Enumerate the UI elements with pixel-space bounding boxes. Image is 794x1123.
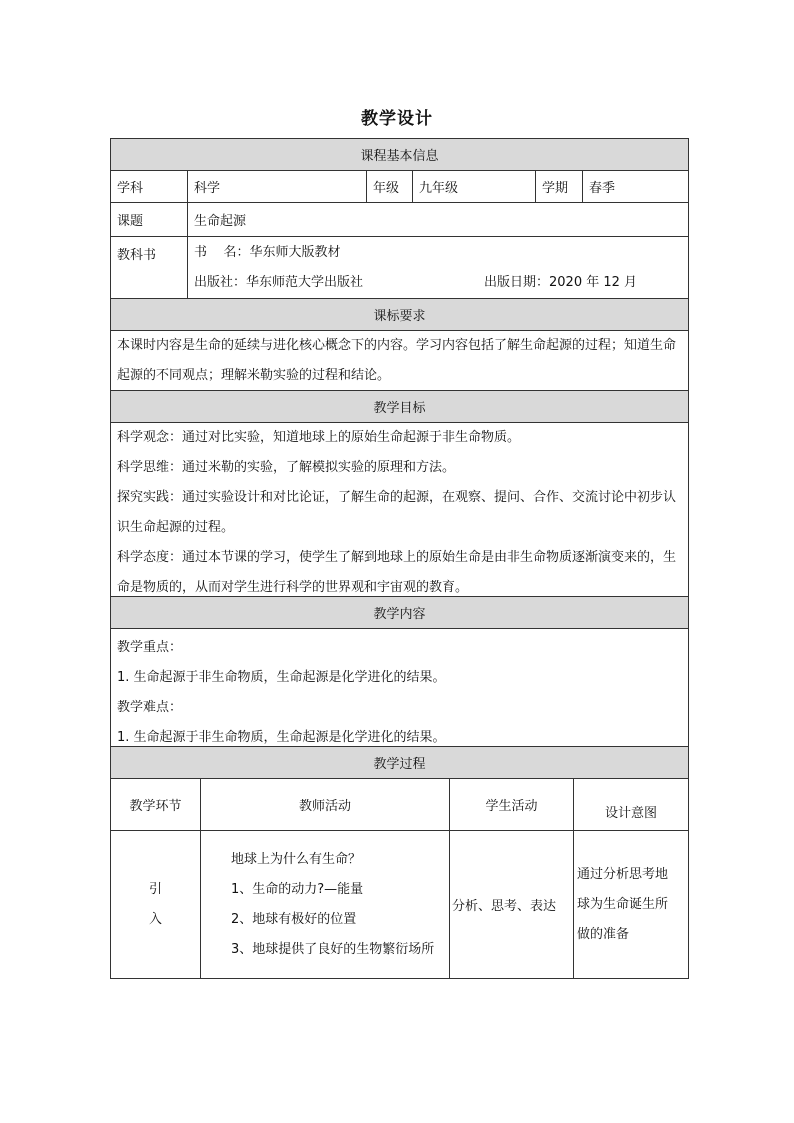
publish-date-line: 出版日期：2020 年 12 月	[484, 274, 638, 290]
objectives-header: 教学目标	[111, 391, 689, 422]
stage-intro-char-1: 引	[148, 881, 162, 897]
book-name-line: 书 名：华东师大版教材	[194, 244, 341, 260]
objectives-header-row	[111, 391, 689, 423]
topic-label: 课题	[111, 203, 188, 236]
term-value: 春季	[583, 171, 689, 202]
teacher-activity-line: 2、地球有极好的位置	[231, 911, 357, 927]
objective-practice: 探究实践：通过实验设计和对比论证，了解生命的起源，在观察、提问、合作、交流讨论中初步认识生命起源的过程。	[117, 490, 677, 535]
topic-row	[111, 203, 689, 237]
standards-body-row	[111, 331, 689, 391]
grade-value: 九年级	[413, 171, 536, 202]
content-header-row	[111, 597, 689, 629]
teacher-activity-line: 1、生命的动力?—能量	[231, 881, 364, 897]
subject-value: 科学	[188, 171, 367, 202]
subject-grade-term-row	[111, 171, 689, 203]
process-header-row	[111, 747, 689, 779]
basic-info-header-row	[111, 139, 689, 171]
teacher-activity-line: 3、地球提供了良好的生物繁衍场所	[231, 941, 435, 957]
grade-label: 年级	[367, 171, 413, 202]
process-header: 教学过程	[111, 747, 689, 778]
key-point-label: 教学重点：	[117, 640, 183, 655]
objectives-list	[111, 423, 689, 596]
objectives-body-row	[111, 423, 689, 597]
objective-thinking: 科学思维：通过米勒的实验，了解模拟实验的原理和方法。	[117, 460, 456, 475]
standards-header: 课标要求	[111, 299, 689, 330]
design-intent-line: 通过分析思考地	[577, 866, 669, 882]
textbook-row	[111, 237, 689, 299]
publisher-line: 出版社：华东师范大学出版社	[194, 274, 364, 290]
design-intent	[574, 831, 689, 978]
textbook-label: 教科书	[111, 237, 188, 298]
publisher-date-line	[194, 268, 682, 298]
subject-label: 学科	[111, 171, 188, 202]
stage-intro	[111, 831, 201, 978]
standards-text: 本课时内容是生命的延续与进化核心概念下的内容。学习内容包括了解生命起源的过程；知道生命起源的不同观点；理解米勒实验的过程和结论。	[111, 331, 689, 390]
standards-header-row	[111, 299, 689, 331]
topic-value: 生命起源	[188, 203, 689, 236]
col-student-header: 学生活动	[450, 779, 574, 830]
student-activity: 分析、思考、表达	[450, 831, 574, 978]
key-point-item: 1. 生命起源于非生命物质，生命起源是化学进化的结果。	[117, 670, 446, 685]
content-body-row	[111, 629, 689, 747]
process-intro-row	[111, 831, 689, 979]
basic-info-header: 课程基本信息	[111, 139, 689, 170]
col-intent-header: 设计意图	[574, 779, 689, 830]
objective-attitude: 科学态度：通过本节课的学习，使学生了解到地球上的原始生命是由非生命物质逐渐演变来的，生命是物质的，从而对学生进行科学的世界观和宇宙观的教育。	[117, 550, 677, 595]
document-title: 教学设计	[361, 109, 433, 129]
design-intent-line: 做的准备	[577, 926, 630, 942]
col-teacher-header: 教师活动	[201, 779, 450, 830]
textbook-details	[188, 237, 689, 298]
objective-concept: 科学观念：通过对比实验，知道地球上的原始生命起源于非生命物质。	[117, 430, 521, 445]
lesson-plan-table	[110, 138, 689, 979]
process-columns-row	[111, 779, 689, 831]
stage-intro-char-2: 入	[148, 911, 162, 927]
term-label: 学期	[536, 171, 583, 202]
teacher-activity-line: 地球上为什么有生命？	[231, 851, 362, 867]
design-intent-line: 球为生命诞生所	[577, 896, 669, 912]
difficult-point-item: 1. 生命起源于非生命物质，生命起源是化学进化的结果。	[117, 730, 446, 745]
content-list	[111, 629, 689, 746]
content-header: 教学内容	[111, 597, 689, 628]
difficult-point-label: 教学难点：	[117, 700, 183, 715]
teacher-activity	[201, 831, 450, 978]
col-stage-header: 教学环节	[111, 779, 201, 830]
